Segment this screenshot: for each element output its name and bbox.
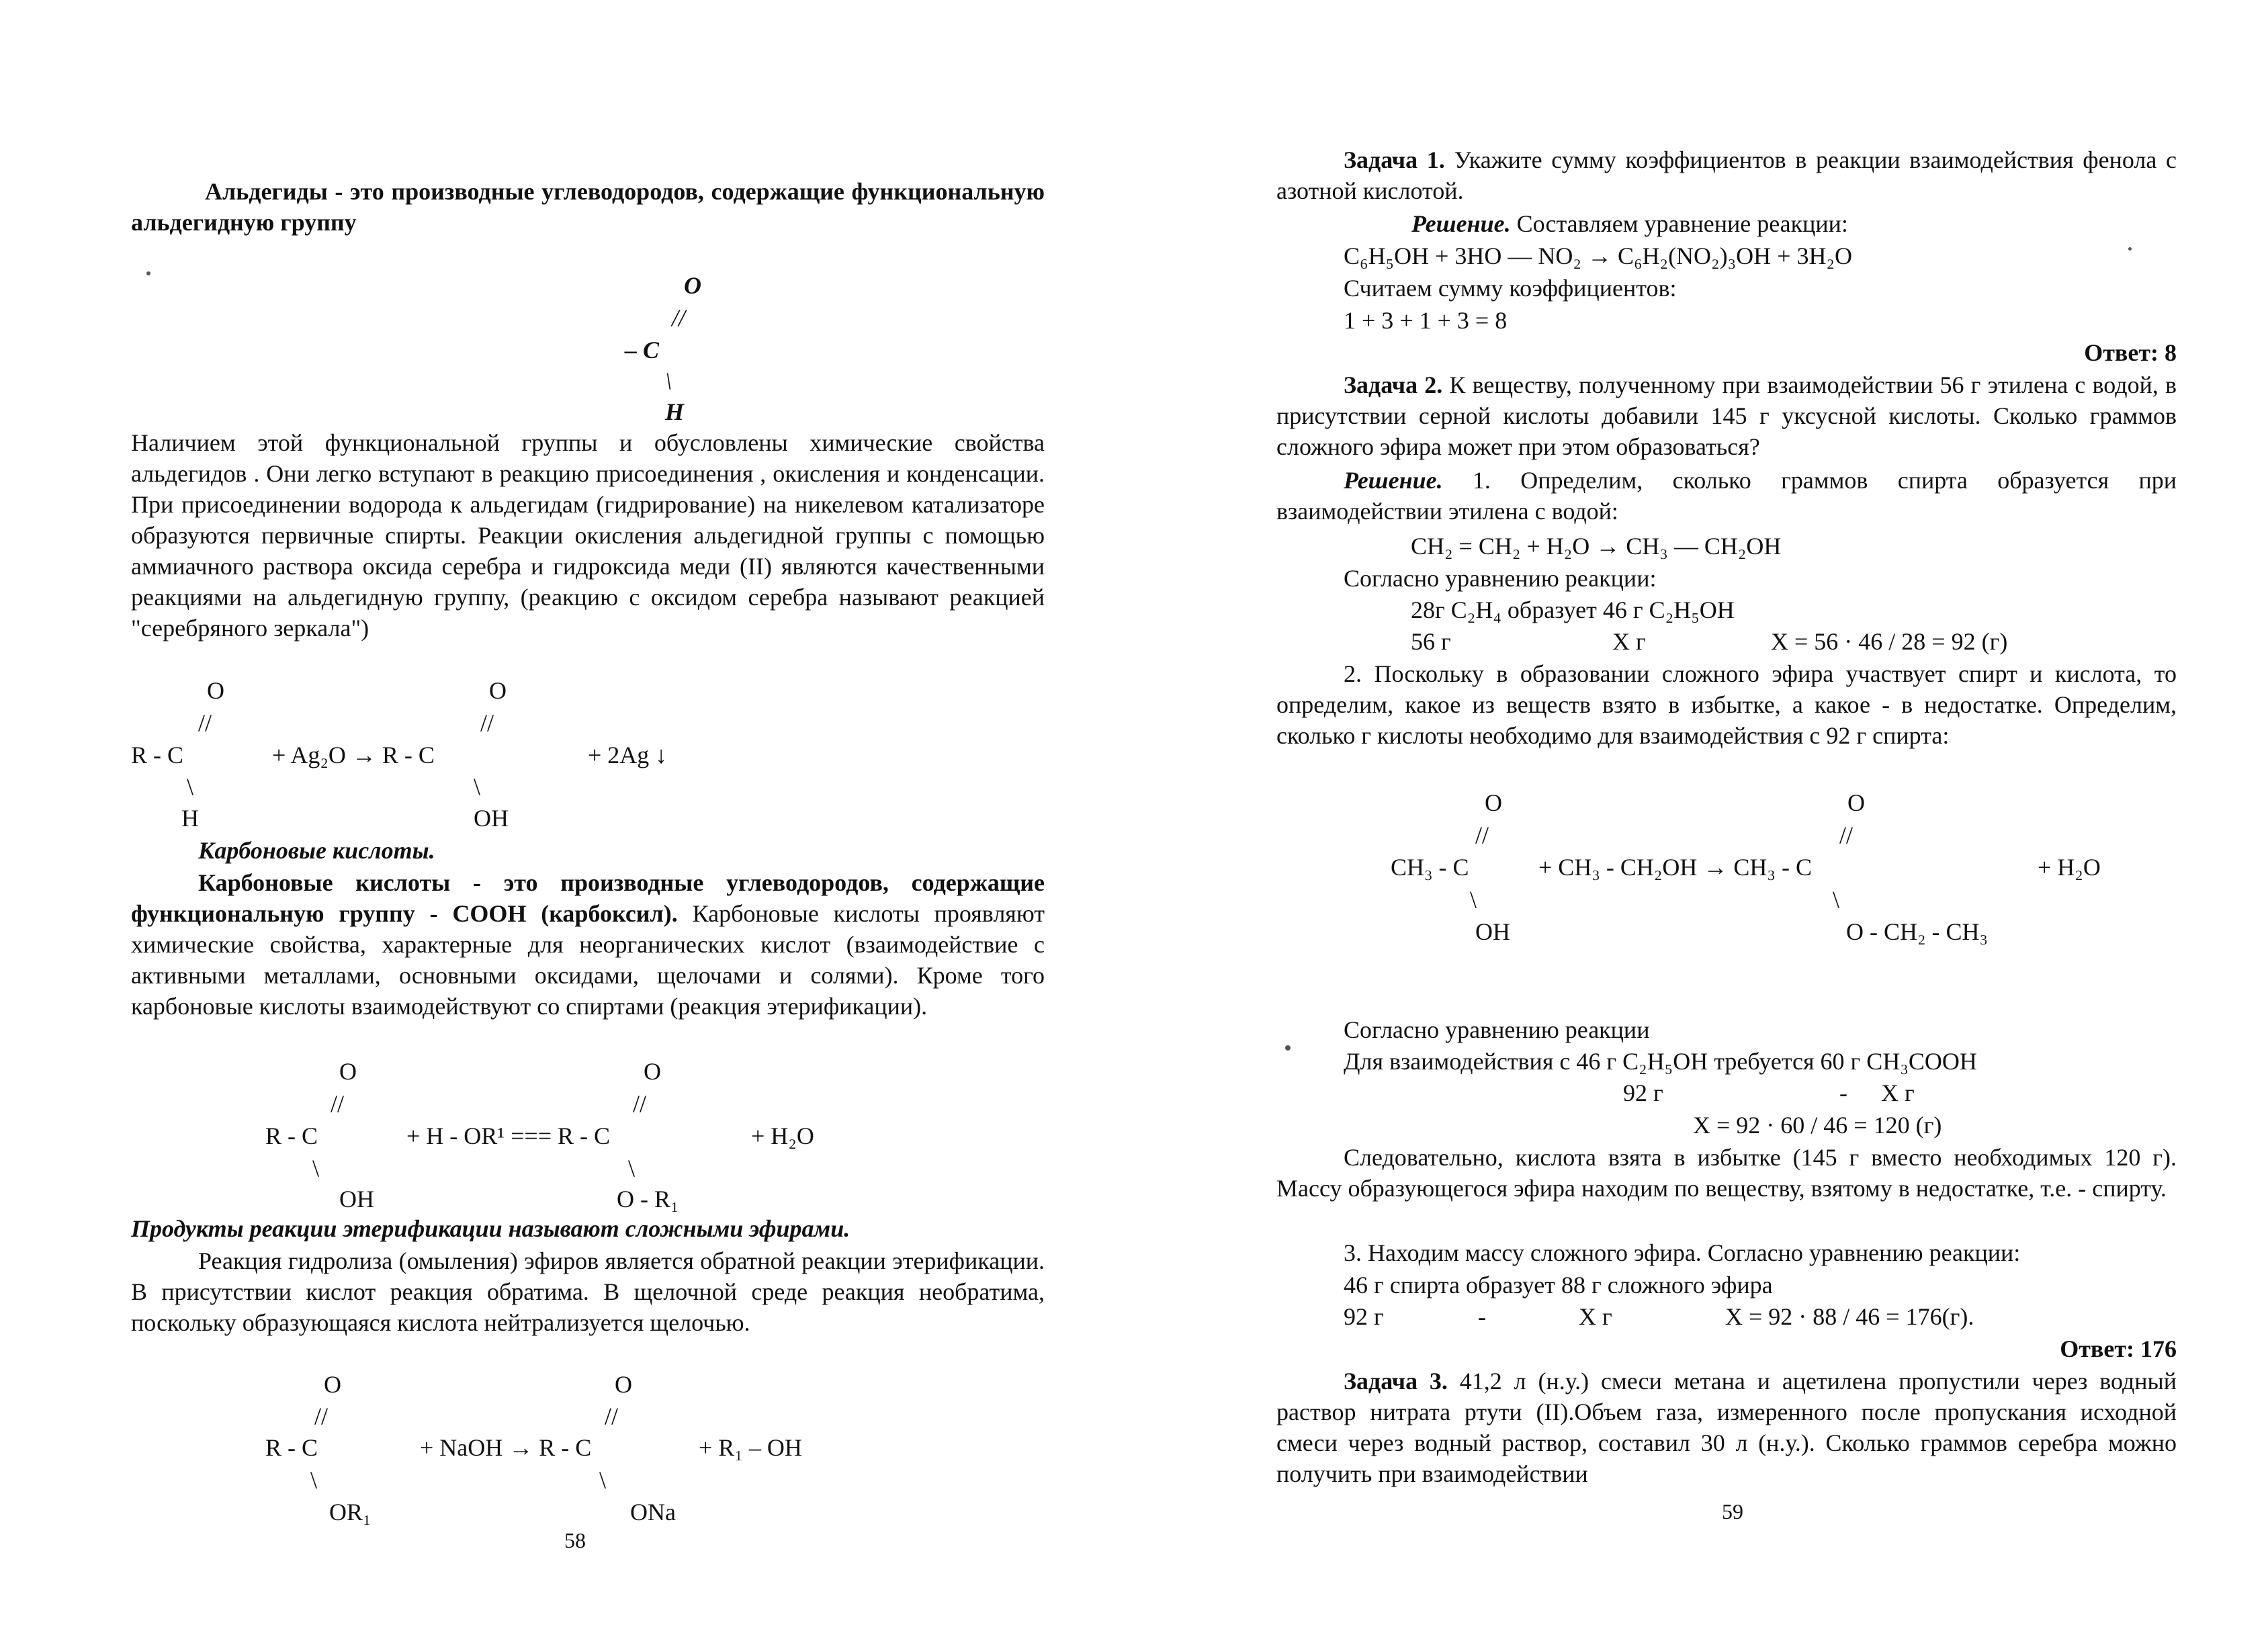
ester-single2: \ — [628, 1155, 636, 1182]
task3-text: 41,2 л (н.у.) смеси метана и ацетилена пропустили через водный раствор нитрата ртути (II).Объем газа, измеренного после пропускания исходной смеси через водный раствор, составил 30 л (н.у.). Сколько граммов серебра можно получить при взаимодействии — [1276, 1368, 2177, 1487]
scan-speck — [2128, 247, 2132, 251]
silver-o1: O — [207, 677, 224, 704]
silver-single2: \ — [474, 773, 481, 800]
t2-o2: O — [1847, 789, 1865, 816]
ester-mid: + H - OR¹ === R - C — [406, 1122, 611, 1149]
t2-right: + H₂O — [2038, 854, 2101, 881]
task3-label: Задача 3. — [1344, 1368, 1448, 1395]
silver-left: R - C — [131, 742, 184, 768]
silver-dbl1: // — [198, 709, 212, 736]
formula-single-bond: \ — [665, 367, 672, 394]
solution-label: Решение. — [1411, 210, 1511, 237]
task2-step1 — [1276, 465, 2177, 527]
task2-dash: - — [1839, 1079, 1847, 1106]
formula-o: O — [684, 272, 701, 299]
task1-sum: 1 + 3 + 1 + 3 = 8 — [1344, 307, 1508, 334]
task2-last-c: X г — [1579, 1303, 1612, 1330]
according-label: Согласно уравнению реакции: — [1344, 565, 1657, 592]
scan-speck — [146, 271, 150, 275]
task1-label: Задача 1. — [1344, 146, 1445, 173]
sapon-mid: + NaOH → R - C — [420, 1434, 592, 1461]
task3-statement — [1276, 1366, 2177, 1489]
ester-left: R - C — [265, 1122, 318, 1149]
task1-sum-label: Считаем сумму коэффициентов: — [1344, 275, 1677, 302]
task2-need: Для взаимодействия с 46 г C₂H₅OH требуется 60 г CH₃COOH — [1344, 1048, 1977, 1075]
according2-label: Согласно уравнению реакции — [1344, 1016, 1650, 1043]
page-number-right: 59 — [1722, 1499, 1743, 1523]
sapon-o2: O — [615, 1371, 632, 1398]
sapon-single2: \ — [599, 1466, 607, 1493]
task2-last-a: 92 г — [1344, 1303, 1384, 1330]
aldehyde-properties: Наличием этой функциональной группы и обусловлены химические свойства альдегидов . Они легко вступают в реакцию присоединения , окисления и конденсации. При присоединении водорода к альдегидам (гидрирование) на никелевом катализаторе образуются первичные спирты. Реакции окисления альдегидной группы с помощью аммиачного раствора оксида серебра и гидроксида меди (II) являются качественными реакциями на альдегидную группу, (реакцию с оксидом серебра называют реакцией "серебряного зеркала") — [131, 429, 1045, 642]
ester-oh: OH — [339, 1186, 374, 1212]
task1-equation: C₆H₅OH + 3HO — NO₂ → C₆H₂(NO₂)₃OH + 3H₂O — [1344, 242, 1852, 269]
task2-line2-a: 56 г — [1411, 628, 1451, 655]
t2-left: CH₃ - C — [1391, 854, 1469, 881]
hydrolysis-paragraph: Реакция гидролиза (омыления) эфиров является обратной реакции этерификации. В присутствии кислот реакция обратима. В щелочной среде реакция необратима, поскольку образующаяся кислота нейтрализуется щелочью. — [131, 1247, 1045, 1336]
task2-statement — [1276, 369, 2177, 462]
t2-dbl2: // — [1839, 822, 1853, 848]
task2-92: 92 г — [1623, 1079, 1663, 1106]
carboxylic-definition-rest: Карбоновые кислоты проявляют химические свойства, характерные для неорганических кислот (взаимодействие с активными металлами, основными оксидами, щелочами и солями). Кроме того карбоновые кислоты взаимодействуют со спиртами (реакция этерификации). — [131, 900, 1045, 1020]
task2-label: Задача 2. — [1344, 371, 1443, 398]
sapon-dbl1: // — [314, 1403, 329, 1429]
sapon-o1: O — [324, 1371, 341, 1398]
silver-dbl2: // — [480, 709, 494, 736]
task2-text: К веществу, полученному при взаимодействии 56 г этилена с водой, в присутствии серной кислоты добавили 145 г уксусной кислоты. Сколько граммов сложного эфира может при этом образоваться? — [1276, 371, 2177, 460]
task2-xg: Х г — [1881, 1079, 1915, 1106]
task2-step3: 3. Находим массу сложного эфира. Согласно уравнению реакции: — [1344, 1239, 2021, 1266]
task2-last-b: - — [1478, 1303, 1486, 1330]
task2-conclusion: Следовательно, кислота взята в избытке (145 г вместо необходимых 120 г). Массу образующегося эфира находим по веществу, взятому в недостатке, т.е. - спирту. — [1276, 1144, 2177, 1202]
task1-solution-intro: Составляем уравнение реакции: — [1510, 210, 1848, 237]
silver-right: + 2Ag ↓ — [588, 742, 668, 768]
formula-h: H — [665, 398, 685, 425]
carboxylic-definition — [131, 867, 1045, 1022]
ester-dbl1: // — [331, 1090, 345, 1117]
ester-o2: O — [644, 1058, 661, 1085]
right-page — [1134, 0, 2268, 1635]
task2-ester-line: 46 г спирта образует 88 г сложного эфира — [1344, 1272, 1773, 1298]
t2-oh: OH — [1475, 918, 1510, 945]
sapon-right: + R₁ – OH — [699, 1434, 802, 1461]
sapon-left: R - C — [265, 1434, 318, 1461]
task2-eq1: CH₂ = CH₂ + H₂O → CH₃ — CH₂OH — [1411, 533, 1782, 560]
t2-dbl1: // — [1475, 822, 1489, 848]
task1-text: Укажите сумму коэффициентов в реакции взаимодействия фенола с азотной кислотой. — [1276, 146, 2177, 204]
task2-solution-label: Решение. — [1344, 467, 1443, 494]
answer2: Ответ: 176 — [2060, 1335, 2177, 1362]
task2-step2: 2. Поскольку в образовании сложного эфира участвует спирт и кислота, то определим, какое из веществ взято в избытке, а какое - в недостатке. Определим, сколько г кислоты необходимо для взаимодействия с 92 г спирта: — [1276, 660, 2177, 749]
sapon-ona: ONa — [630, 1499, 676, 1526]
ester-single1: \ — [312, 1155, 320, 1182]
ester-right: + H₂O — [751, 1122, 814, 1149]
task2-last-d: X = 92 · 88 / 46 = 176(г). — [1725, 1303, 1974, 1330]
carboxylic-heading: Карбоновые кислоты. — [198, 837, 435, 864]
task2-line2-c: X = 56 · 46 / 28 = 92 (г) — [1771, 628, 2008, 655]
silver-o2: O — [489, 677, 507, 704]
ester-or: O - R₁ — [617, 1186, 679, 1212]
t2-mid: + CH₃ - CH₂OH → CH₃ - C — [1538, 854, 1812, 881]
silver-h: H — [181, 805, 199, 832]
t2-o1: O — [1485, 789, 1502, 816]
task2-step1-text: 1. Определим, сколько граммов спирта образуется при взаимодействии этилена с водой: — [1276, 467, 2177, 525]
aldehyde-definition: Альдегиды - это производные углеводородов, содержащие функциональную альдегидную группу — [131, 178, 1045, 236]
scan-speck — [1285, 1045, 1291, 1051]
task1-solution — [1411, 208, 1848, 239]
ester-dbl2: // — [633, 1090, 647, 1117]
sapon-or1: OR₁ — [329, 1499, 372, 1526]
formula-double-bond: // — [672, 304, 686, 331]
silver-oh: OH — [474, 805, 509, 832]
carboxylic-definition-bold: Карбоновые кислоты - это производные углеводородов, содержащие функциональную группу - СООН (карбоксил). — [131, 869, 1045, 927]
task2-line1: 28г C₂H₄ образует 46 г C₂H₅OH — [1411, 596, 1735, 623]
formula-c: – C — [625, 337, 660, 363]
ester-o1: O — [339, 1058, 357, 1085]
answer1: Ответ: 8 — [2084, 339, 2177, 366]
sapon-single1: \ — [310, 1466, 318, 1493]
task2-x: X = 92 · 60 / 46 = 120 (г) — [1693, 1112, 1942, 1139]
esters-title: Продукты реакции этерификации называют сложными эфирами. — [131, 1215, 850, 1242]
sapon-dbl2: // — [605, 1403, 619, 1429]
page-number-left: 58 — [564, 1528, 586, 1552]
silver-mid: + Ag₂O → R - C — [272, 742, 435, 768]
task1-statement — [1276, 144, 2177, 206]
silver-single1: \ — [187, 773, 194, 800]
task2-line2-b: X г — [1612, 628, 1646, 655]
t2-single1: \ — [1470, 886, 1477, 913]
t2-oet: O - CH₂ - CH₃ — [1846, 918, 1989, 945]
t2-single2: \ — [1833, 886, 1840, 913]
